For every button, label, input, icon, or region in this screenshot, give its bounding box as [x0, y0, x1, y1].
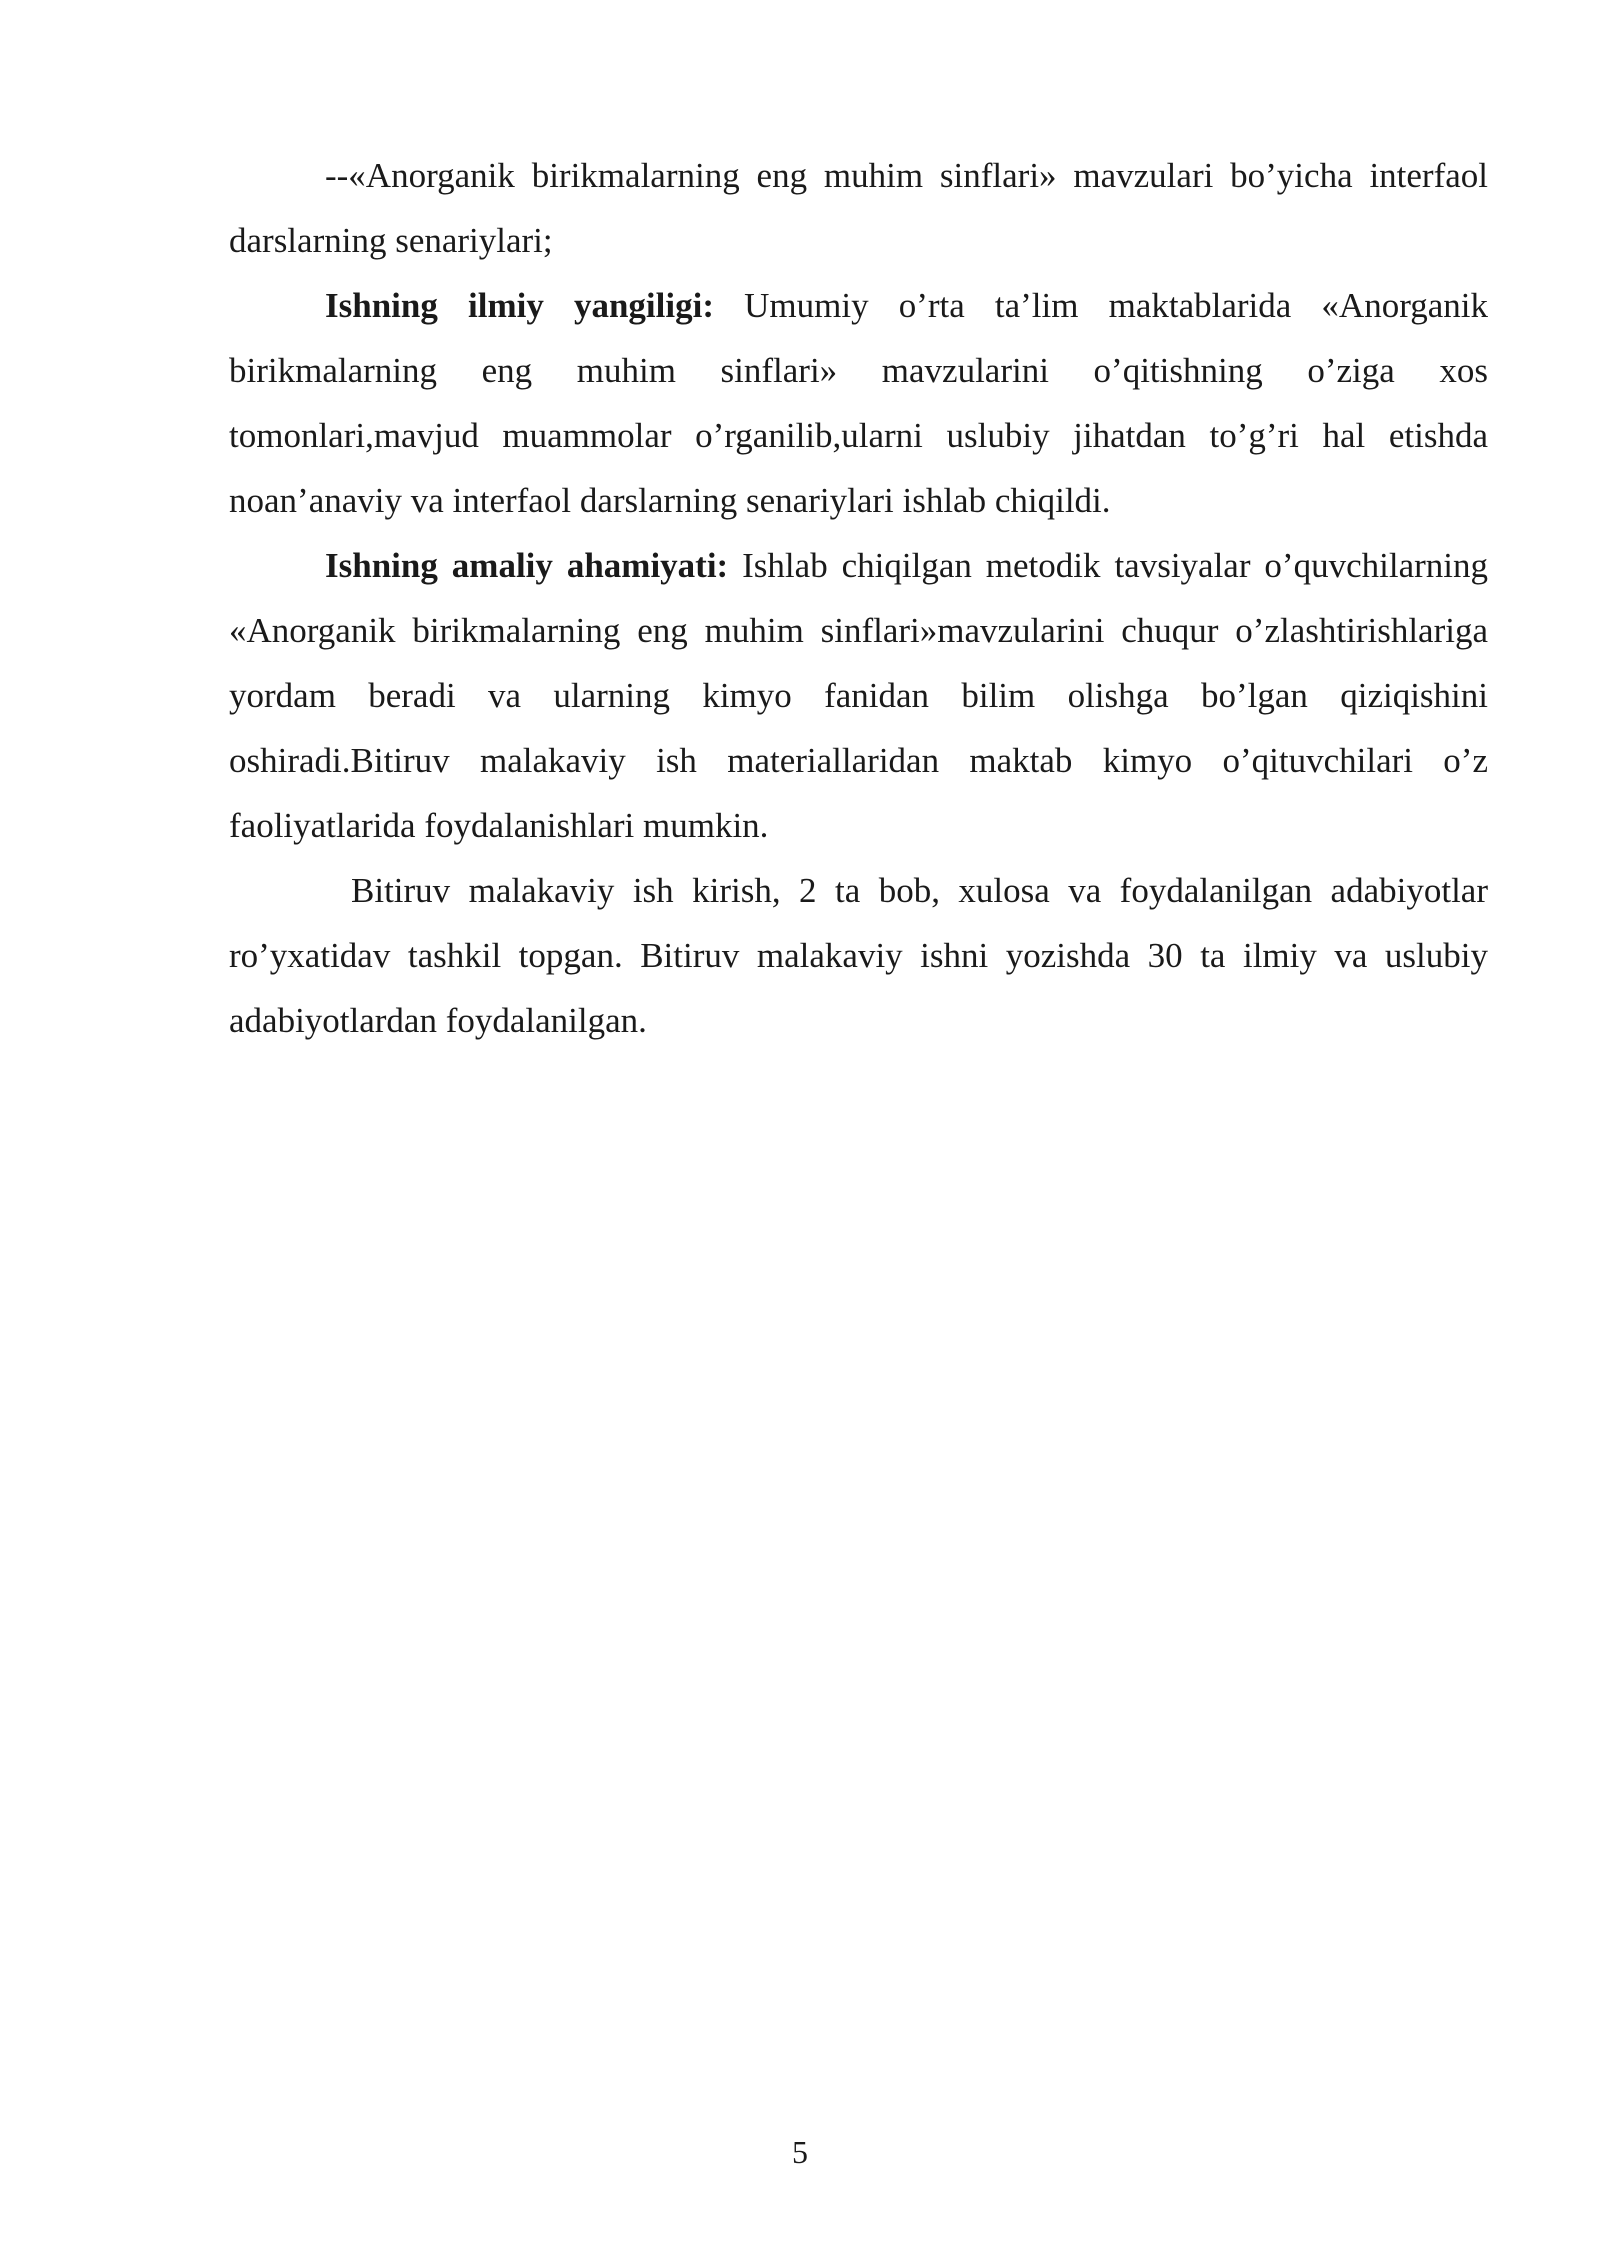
- page-number: 5: [792, 2134, 808, 2170]
- paragraph-practical-significance: [229, 533, 1488, 858]
- paragraph-text: Ishlab chiqilgan metodik tavsiyalar o’quvchilarning «Anorganik birikmalarning eng muhim sinflari»mavzularini chuqur o’zlashtirishlariga yordam beradi va ularning kimyo fanidan bilim olishga bo’lgan qiziqishini oshiradi.Bitiruv malakaviy ish materiallaridan maktab kimyo o’qituvchilari o’z faoliyatlarida foydalanishlari mumkin.: [229, 546, 1488, 845]
- paragraph-scientific-novelty: [229, 273, 1488, 533]
- document-body: [229, 143, 1488, 1053]
- paragraph-heading: Ishning ilmiy yangiligi:: [325, 286, 714, 325]
- paragraph-text: Umumiy o’rta ta’lim maktablarida «Anorganik birikmalarning eng muhim sinflari» mavzularini o’qitishning o’ziga xos tomonlari,mavjud muammolar o’rganilib,ularni uslubiy jihatdan to’g’ri hal etishda noan’anaviy va interfaol darslarning senariylari ishlab chiqildi.: [229, 286, 1488, 520]
- paragraph-heading: Ishning amaliy ahamiyati:: [325, 546, 729, 585]
- paragraph-text: Bitiruv malakaviy ish kirish, 2 ta bob, xulosa va foydalanilgan adabiyotlar ro’yxatidav tashkil topgan. Bitiruv malakaviy ishni yozishda 30 ta ilmiy va uslubiy adabiyotlardan foydalanilgan.: [229, 871, 1488, 1040]
- paragraph-structure: [229, 858, 1488, 1053]
- paragraph-text: --«Anorganik birikmalarning eng muhim sinflari» mavzulari bo’yicha interfaol darslarning senariylari;: [229, 156, 1488, 260]
- paragraph-seminar-scenarios: [229, 143, 1488, 273]
